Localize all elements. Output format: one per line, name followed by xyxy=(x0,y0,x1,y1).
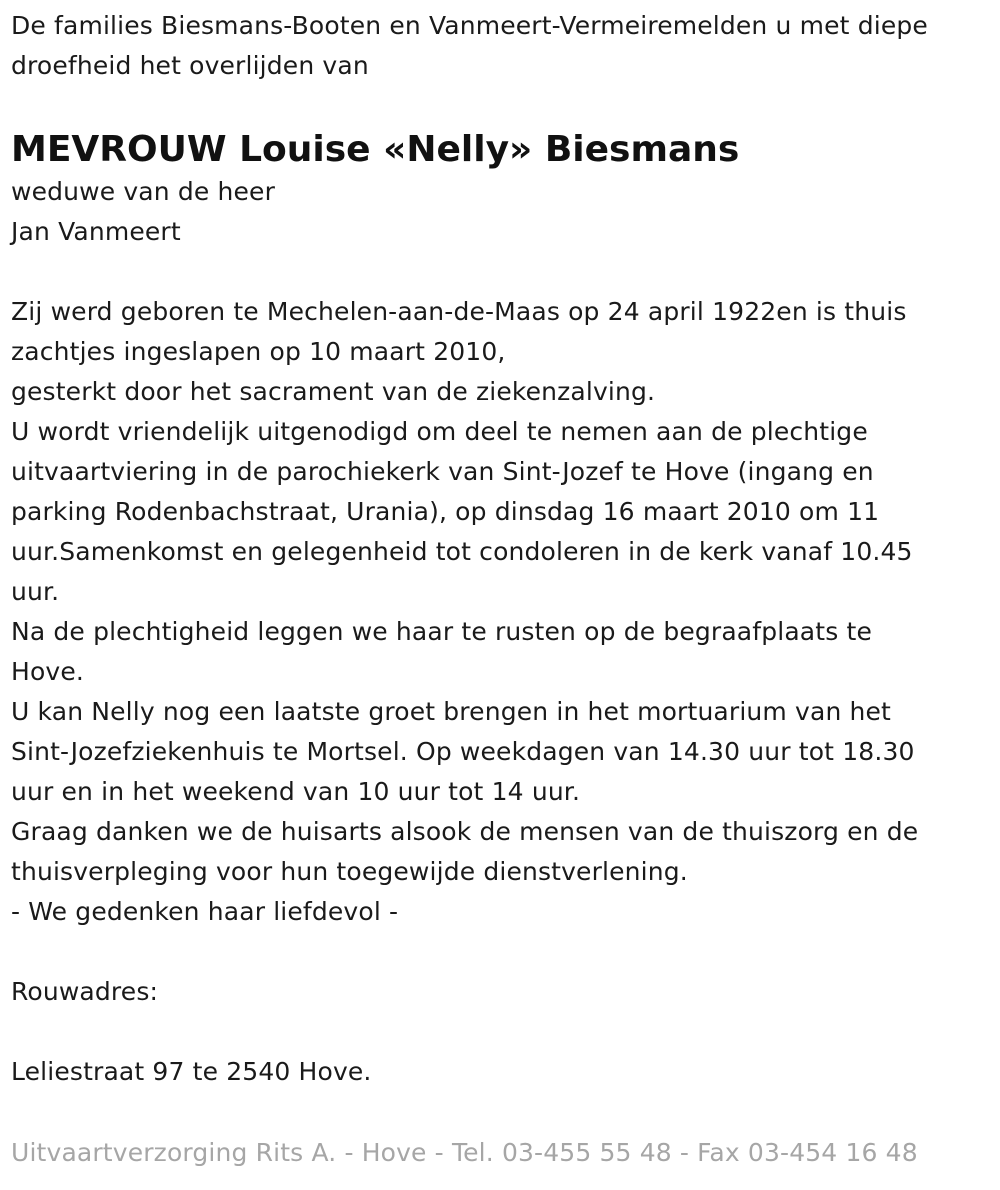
body-line: U wordt vriendelijk uitgenodigd om deel te nemen aan de plechtige xyxy=(11,417,868,446)
obituary-notice xyxy=(11,6,996,1092)
body-line: Hove. xyxy=(11,657,84,686)
obituary-body xyxy=(11,292,996,932)
body-line: zachtjes ingeslapen op 10 maart 2010, xyxy=(11,337,506,366)
body-line: thuisverpleging voor hun toegewijde dienstverlening. xyxy=(11,857,688,886)
body-line: uur. xyxy=(11,577,60,606)
body-line: Graag danken we de huisarts alsook de mensen van de thuiszorg en de xyxy=(11,817,919,846)
intro-line: droefheid het overlijden van xyxy=(11,51,369,80)
body-line: Na de plechtigheid leggen we haar te rusten op de begraafplaats te xyxy=(11,617,872,646)
body-line: uur.Samenkomst en gelegenheid tot condoleren in de kerk vanaf 10.45 xyxy=(11,537,913,566)
spouse-line: weduwe van de heer xyxy=(11,177,276,206)
body-line: Sint-Jozefziekenhuis te Mortsel. Op weekdagen van 14.30 uur tot 18.30 xyxy=(11,737,915,766)
funeral-director-footer: Uitvaartverzorging Rits A. - Hove - Tel. 03-455 55 48 - Fax 03-454 16 48 xyxy=(11,1138,918,1167)
body-line: uur en in het weekend van 10 uur tot 14 uur. xyxy=(11,777,581,806)
address-label: Rouwadres: xyxy=(11,977,159,1006)
spouse-info xyxy=(11,172,996,252)
body-line: Zij werd geboren te Mechelen-aan-de-Maas op 24 april 1922en is thuis xyxy=(11,297,907,326)
intro-paragraph xyxy=(11,6,996,86)
body-line: uitvaartviering in de parochiekerk van Sint-Jozef te Hove (ingang en xyxy=(11,457,874,486)
body-line: parking Rodenbachstraat, Urania), op dinsdag 16 maart 2010 om 11 xyxy=(11,497,880,526)
address-text: Leliestraat 97 te 2540 Hove. xyxy=(11,1057,372,1086)
body-line: U kan Nelly nog een laatste groet brengen in het mortuarium van het xyxy=(11,697,892,726)
spouse-line: Jan Vanmeert xyxy=(11,217,181,246)
deceased-name: MEVROUW Louise «Nelly» Biesmans xyxy=(11,129,740,170)
intro-line: De families Biesmans-Booten en Vanmeert-Vermeiremelden u met diepe xyxy=(11,11,928,40)
body-line: gesterkt door het sacrament van de ziekenzalving. xyxy=(11,377,656,406)
body-line: - We gedenken haar liefdevol - xyxy=(11,897,399,926)
